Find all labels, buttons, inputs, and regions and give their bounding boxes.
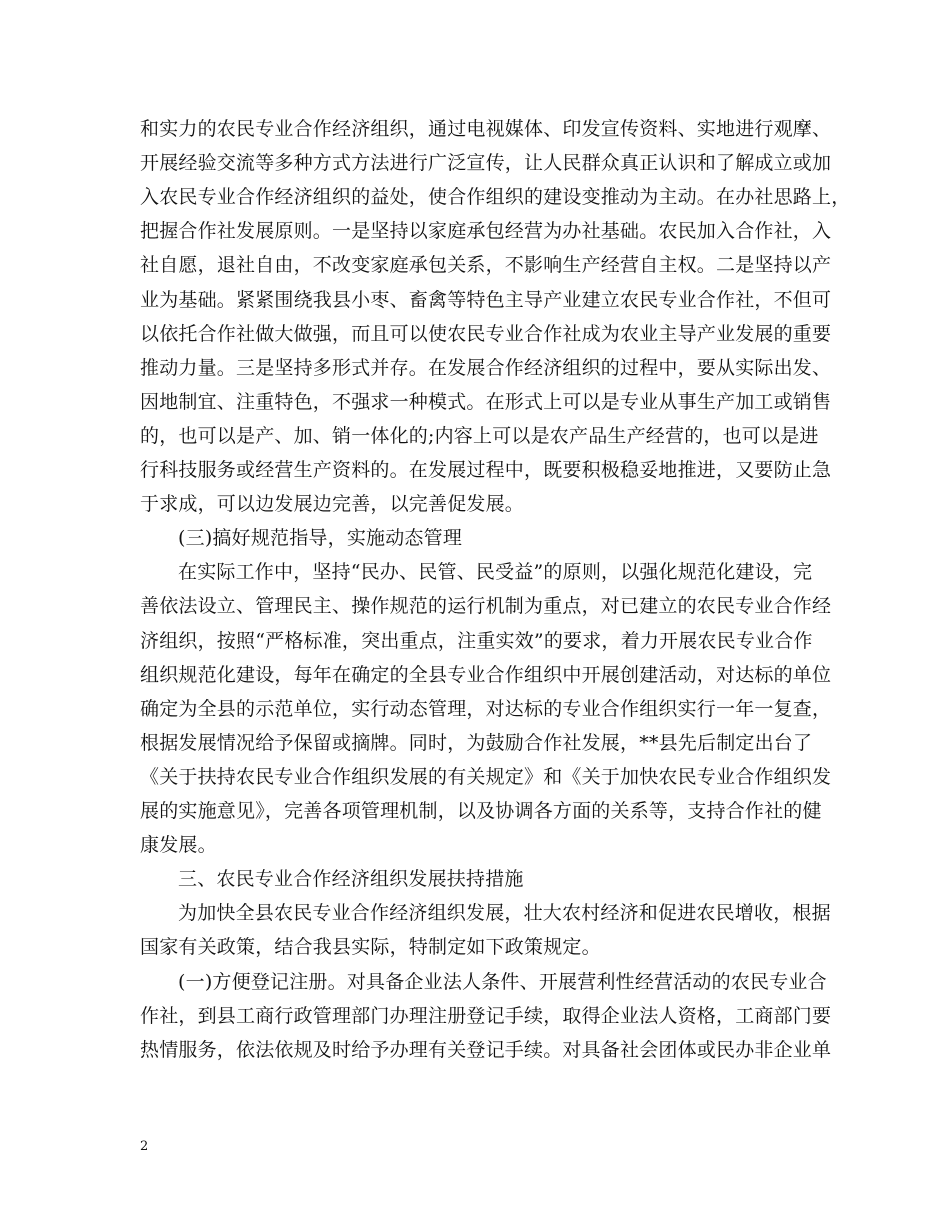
text-line: 根据发展情况给予保留或摘牌。同时，为鼓励合作社发展，**县先后制定出台了: [140, 732, 813, 754]
text-line: 确定为全县的示范单位，实行动态管理，对达标的专业合作组织实行一年一复查，: [140, 698, 832, 720]
text-line: 和实力的农民专业合作经济组织，通过电视媒体、印发宣传资料、实地进行观摩、: [140, 118, 832, 140]
text-line: 的，也可以是产、加、销一体化的;内容上可以是农产品生产经营的，也可以是进: [140, 425, 819, 447]
text-line: 入农民专业合作经济组织的益处，使合作组织的建设变推动为主动。在办社思路上，: [140, 186, 851, 208]
text-line: (三)搞好规范指导，实施动态管理: [178, 527, 463, 549]
text-line: 组织规范化建设，每年在确定的全县专业合作组织中开展创建活动，对达标的单位: [140, 664, 832, 686]
text-line: 作社，到县工商行政管理部门办理注册登记手续，取得企业法人资格，工商部门要: [140, 1005, 832, 1027]
text-line: 三、农民专业合作经济组织发展扶持措施: [178, 868, 524, 890]
text-line: 社自愿，退社自由，不改变家庭承包关系，不影响生产经营自主权。二是坚持以产: [140, 254, 832, 276]
text-line: 因地制宜、注重特色，不强求一种模式。在形式上可以是专业从事生产加工或销售: [140, 391, 832, 413]
text-line: 善依法设立、管理民主、操作规范的运行机制为重点，对已建立的农民专业合作经: [140, 595, 832, 617]
text-line: 国家有关政策，结合我县实际，特制定如下政策规定。: [140, 936, 601, 958]
text-line: 为加快全县农民专业合作经济组织发展，壮大农村经济和促进农民增收，根据: [178, 902, 831, 924]
text-line: 开展经验交流等多种方式方法进行广泛宣传，让人民群众真正认识和了解成立或加: [140, 152, 832, 174]
text-line: 把握合作社发展原则。一是坚持以家庭承包经营为办社基础。农民加入合作社，入: [140, 220, 832, 242]
text-line: 展的实施意见》，完善各项管理机制，以及协调各方面的关系等，支持合作社的健: [140, 800, 822, 822]
text-line: 业为基础。紧紧围绕我县小枣、畜禽等特色主导产业建立农民专业合作社，不但可: [140, 289, 832, 311]
text-line: 济组织，按照“严格标准，突出重点，注重实效”的要求，着力开展农民专业合作: [140, 630, 813, 652]
text-line: 行科技服务或经营生产资料的。在发展过程中，既要积极稳妥地推进，又要防止急: [140, 459, 832, 481]
text-line: 《关于扶持农民专业合作组织发展的有关规定》和《关于加快农民专业合作组织发: [140, 766, 832, 788]
text-line: 推动力量。三是坚持多形式并存。在发展合作经济组织的过程中，要从实际出发、: [140, 357, 832, 379]
text-line: 于求成，可以边发展边完善，以完善促发展。: [140, 493, 525, 515]
text-line: 热情服务，依法依规及时给予办理有关登记手续。对具备社会团体或民办非企业单: [140, 1039, 832, 1061]
page-number: 2: [140, 1139, 149, 1154]
text-line: 康发展。: [140, 834, 217, 856]
text-line: 以依托合作社做大做强，而且可以使农民专业合作社成为农业主导产业发展的重要: [140, 323, 832, 345]
text-line: (一)方便登记注册。对具备企业法人条件、开展营利性经营活动的农民专业合: [178, 971, 827, 993]
text-line: 在实际工作中，坚持“民办、民管、民受益”的原则，以强化规范化建设，完: [178, 561, 813, 583]
